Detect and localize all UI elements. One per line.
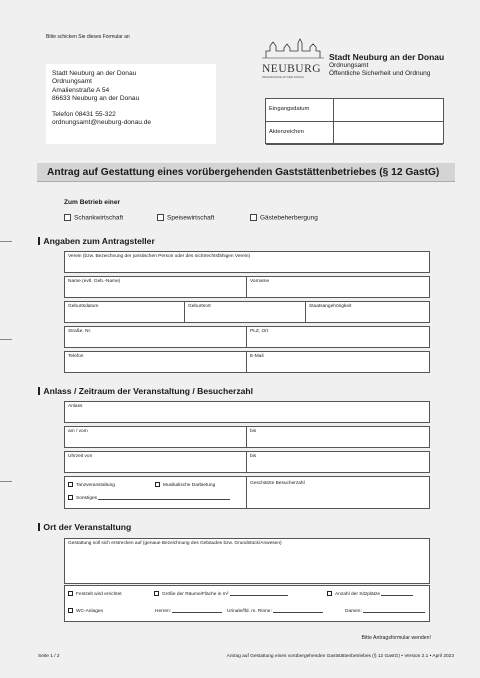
checkbox-fixed-tent[interactable] bbox=[68, 591, 73, 596]
issuer-division: Öffentliche Sicherheit und Ordnung bbox=[329, 70, 431, 77]
urinals-count[interactable] bbox=[227, 608, 323, 614]
urinals-label: Urinale/lfd. m. Rinne: bbox=[227, 609, 272, 614]
club-label: Verein (bzw. Bezeichnung der juristischen Person oder des nichtrechtsfähigen Verein) bbox=[68, 254, 251, 259]
office-use-box bbox=[265, 98, 444, 144]
option-fixed-tent[interactable] bbox=[68, 591, 122, 597]
checkbox-speisewirtschaft[interactable] bbox=[157, 214, 164, 221]
men-line[interactable] bbox=[172, 608, 222, 613]
send-note: Bitte schicken Sie dieses Formular an bbox=[46, 34, 130, 40]
option-wc[interactable] bbox=[68, 608, 103, 614]
fold-mark-1 bbox=[0, 241, 12, 242]
form-title: Antrag auf Gestattung eines vorübergehenden Gaststättenbetriebes (§ 12 GastG) bbox=[37, 163, 455, 182]
logo-tagline: RENAISSANCE AN DER DONAU bbox=[262, 75, 305, 79]
birthplace-label: Geburtsort bbox=[188, 304, 211, 309]
address-city: 86633 Neuburg an der Donau bbox=[52, 94, 140, 102]
zip-label: PLZ, Ort bbox=[250, 329, 269, 334]
checkbox-wc[interactable] bbox=[68, 608, 73, 613]
file-ref-row bbox=[266, 122, 443, 145]
address-dept: Ordnungsamt bbox=[52, 78, 92, 86]
visitors-label: Geschätzte Besucherzahl bbox=[250, 481, 305, 486]
option-label: Tanzveranstaltung bbox=[76, 483, 115, 489]
checkbox-gaestebeherbergung[interactable] bbox=[250, 214, 257, 221]
date-from-label: am / vom bbox=[68, 429, 88, 434]
option-music[interactable] bbox=[155, 482, 215, 488]
seats-line[interactable] bbox=[381, 591, 413, 596]
option-label: Schankwirtschaft bbox=[74, 214, 124, 222]
skyline-icon bbox=[262, 37, 324, 59]
nationality-label: Staatsangehörigkeit bbox=[309, 304, 352, 309]
address-phone: Telefon 08431 55-322 bbox=[52, 111, 116, 119]
time-from-label: Uhrzeit von bbox=[68, 454, 93, 459]
checkbox-dance[interactable] bbox=[68, 482, 73, 487]
checkbox-other[interactable] bbox=[68, 495, 73, 500]
other-line[interactable] bbox=[98, 495, 230, 500]
street-label: Straße, Nr. bbox=[68, 329, 92, 334]
fold-mark-3 bbox=[0, 481, 12, 482]
file-ref-label: Aktenzeichen bbox=[269, 129, 304, 135]
women-line[interactable] bbox=[363, 608, 425, 613]
date-to-label: bis bbox=[250, 429, 257, 434]
issuer-dept: Ordnungsamt bbox=[329, 62, 369, 69]
contact-row bbox=[64, 351, 430, 373]
option-other[interactable] bbox=[68, 495, 230, 501]
area-field[interactable] bbox=[64, 538, 430, 584]
divider bbox=[184, 302, 185, 322]
time-to-label: bis bbox=[250, 454, 257, 459]
club-field[interactable] bbox=[64, 251, 430, 273]
checkbox-music[interactable] bbox=[155, 482, 160, 487]
women-label: Damen: bbox=[345, 609, 362, 614]
date-row bbox=[64, 426, 430, 448]
divider bbox=[305, 302, 306, 322]
divider bbox=[246, 477, 247, 508]
checkbox-schankwirtschaft[interactable] bbox=[64, 214, 71, 221]
facilities-row bbox=[64, 585, 430, 622]
option-label: Gästebeherbergung bbox=[260, 214, 318, 222]
email-label: E-Mail bbox=[250, 354, 264, 359]
divider bbox=[246, 352, 247, 372]
urinals-line[interactable] bbox=[273, 608, 323, 613]
option-size[interactable] bbox=[154, 591, 288, 597]
option-label: Musikalische Darbietung bbox=[163, 483, 216, 489]
divider bbox=[246, 427, 247, 447]
firstname-label: Vorname bbox=[250, 279, 270, 284]
event-type-row bbox=[64, 476, 430, 509]
received-row bbox=[266, 99, 443, 122]
version-info: Antrag auf Gestattung eines vorübergehenden Gaststättenbetriebes (§ 12 GastG) • Version 2.1 • April 2023 bbox=[226, 654, 454, 659]
surname-label: Name (evtl. Geb.-Name) bbox=[68, 279, 121, 284]
men-label: Herren: bbox=[155, 609, 171, 614]
event-heading: Anlass / Zeitraum der Veranstaltung / Besucherzahl bbox=[38, 386, 253, 396]
checkbox-size[interactable] bbox=[154, 591, 159, 596]
issuer-block bbox=[329, 52, 444, 78]
option-schankwirtschaft[interactable] bbox=[64, 214, 123, 222]
address-row bbox=[64, 326, 430, 348]
birthdate-label: Geburtsdatum bbox=[68, 304, 99, 309]
time-row bbox=[64, 451, 430, 473]
divider bbox=[246, 327, 247, 347]
option-label: Größe der Räume/Fläche in m² bbox=[162, 592, 229, 598]
option-label: Speisewirtschaft bbox=[167, 214, 215, 222]
logo-word: NEUBURG bbox=[262, 63, 322, 75]
occasion-label: Anlass bbox=[68, 404, 83, 409]
phone-label: Telefon bbox=[68, 354, 84, 359]
option-seats[interactable] bbox=[327, 591, 413, 597]
option-label: WC-Anlagen bbox=[76, 609, 104, 615]
fold-mark-2 bbox=[0, 339, 12, 340]
option-gaestebeherbergung[interactable] bbox=[250, 214, 318, 222]
option-label: Sonstiges bbox=[76, 496, 98, 502]
occasion-field[interactable] bbox=[64, 401, 430, 423]
divider bbox=[246, 452, 247, 472]
recipient-address bbox=[46, 64, 216, 144]
turn-over-note: Bitte Antragsformular wenden! bbox=[361, 635, 431, 641]
area-label: Gestattung soll sich erstrecken auf (genaue Bezeichnung des Gebäudes bzw. Grundstück/Anwesen) bbox=[68, 541, 282, 546]
issuer-org: Stadt Neuburg an der Donau bbox=[329, 52, 445, 62]
applicant-heading: Angaben zum Antragsteller bbox=[38, 236, 155, 246]
city-logo bbox=[262, 37, 324, 79]
option-label: Anzahl der Sitzplätze bbox=[335, 592, 381, 598]
option-label: Festzelt wird errichtet bbox=[76, 592, 122, 598]
address-email: ordnungsamt@neuburg-donau.de bbox=[52, 119, 152, 127]
option-dance[interactable] bbox=[68, 482, 115, 488]
name-row bbox=[64, 276, 430, 298]
size-line[interactable] bbox=[230, 591, 288, 596]
location-heading: Ort der Veranstaltung bbox=[38, 522, 131, 532]
received-label: Eingangsdatum bbox=[269, 106, 310, 112]
birth-row bbox=[64, 301, 430, 323]
address-name: Stadt Neuburg an der Donau bbox=[52, 70, 137, 77]
checkbox-seats[interactable] bbox=[327, 591, 332, 596]
option-speisewirtschaft[interactable] bbox=[157, 214, 214, 222]
men-count[interactable] bbox=[155, 608, 222, 614]
address-street: Amalienstraße A 54 bbox=[52, 86, 110, 94]
operation-heading: Zum Betrieb einer bbox=[64, 199, 121, 206]
women-count[interactable] bbox=[345, 608, 425, 614]
page-number: Seite 1 / 2 bbox=[38, 654, 60, 659]
divider bbox=[246, 277, 247, 297]
office-box-divider bbox=[333, 99, 334, 143]
